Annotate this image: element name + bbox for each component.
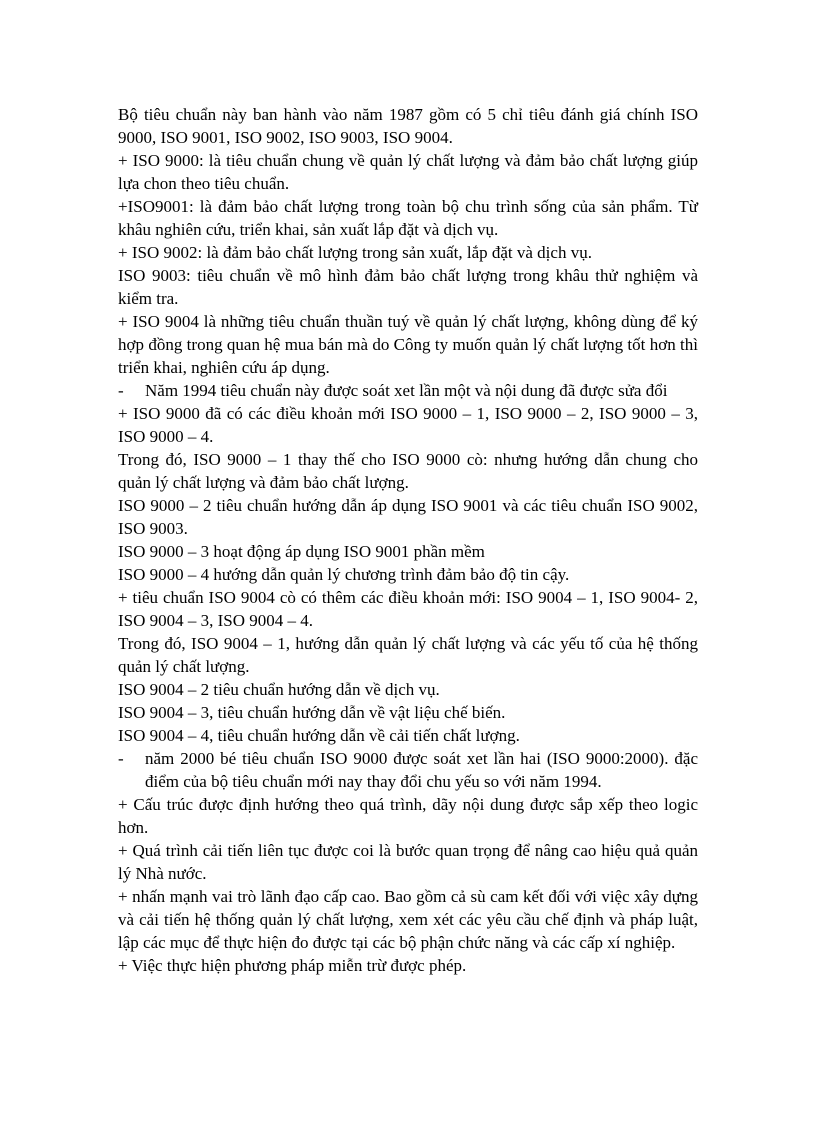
paragraph: ISO 9004 – 2 tiêu chuẩn hướng dẫn về dịch vụ. [118,680,440,699]
paragraph: ISO 9004 – 3, tiêu chuẩn hướng dẫn về vật liệu chế biến. [118,703,506,722]
document-page [118,103,698,977]
paragraph: + Quá trình cải tiến liên tục được coi là bước quan trọng để nâng cao hiệu quả quản lý Nhà nước. [118,841,698,883]
bullet-text: năm 2000 bé tiêu chuẩn ISO 9000 được soát xet lần hai (ISO 9000:2000). đặc điểm của bộ tiêu chuẩn mới nay thay đổi chu yếu so với năm 1994. [145,749,698,791]
paragraph: ISO 9000 – 3 hoạt động áp dụng ISO 9001 phần mềm [118,542,485,561]
paragraph: + ISO 9004 là những tiêu chuẩn thuần tuý về quản lý chất lượng, không dùng để ký hợp đồng trong quan hệ mua bán mà do Công ty muốn quản lý chất lượng tốt hơn thì triển khai, nghiên cứu áp dụng. [118,312,698,377]
paragraph: Trong đó, ISO 9000 – 1 thay thế cho ISO 9000 cò: nhưng hướng dẫn chung cho quản lý chất lượng và đảm bảo chất lượng. [118,450,698,492]
paragraph: + nhấn mạnh vai trò lãnh đạo cấp cao. Bao gồm cả sù cam kết đối với việc xây dựng và cải tiến hệ thống quản lý chất lượng, xem xét các yêu cầu chế định và pháp luật, lập các mục để thực hiện đo được tại các bộ phận chức năng và các cấp xí nghiệp. [118,887,698,952]
bullet-item [118,747,698,793]
paragraph: ISO 9000 – 2 tiêu chuẩn hướng dẫn áp dụng ISO 9001 và các tiêu chuẩn ISO 9002, ISO 9003. [118,496,698,538]
paragraph: + Cấu trúc được định hướng theo quá trình, dãy nội dung được sắp xếp theo logic hơn. [118,795,698,837]
paragraph: + tiêu chuẩn ISO 9004 cò có thêm các điều khoản mới: ISO 9004 – 1, ISO 9004- 2, ISO 9004 – 3, ISO 9004 – 4. [118,588,698,630]
paragraph: ISO 9000 – 4 hướng dẫn quản lý chương trình đảm bảo độ tin cậy. [118,565,570,584]
bullet-item [118,379,698,402]
paragraph: + ISO 9002: là đảm bảo chất lượng trong sản xuất, lắp đặt và dịch vụ. [118,243,592,262]
paragraph: ISO 9004 – 4, tiêu chuẩn hướng dẫn về cải tiến chất lượng. [118,726,520,745]
paragraph: + ISO 9000 đã có các điều khoản mới ISO 9000 – 1, ISO 9000 – 2, ISO 9000 – 3, ISO 9000 – 4. [118,404,698,446]
paragraph: Trong đó, ISO 9004 – 1, hướng dẫn quản lý chất lượng và các yếu tố của hệ thống quản lý chất lượng. [118,634,698,676]
paragraph: +ISO9001: là đảm bảo chất lượng trong toàn bộ chu trình sống của sản phẩm. Từ khâu nghiên cứu, triển khai, sản xuất lắp đặt và dịch vụ. [118,197,698,239]
paragraph: + Việc thực hiện phương pháp miễn trừ được phép. [118,956,467,975]
paragraph: Bộ tiêu chuẩn này ban hành vào năm 1987 gồm có 5 chỉ tiêu đánh giá chính ISO 9000, ISO 9001, ISO 9002, ISO 9003, ISO 9004. [118,105,698,147]
paragraph: ISO 9003: tiêu chuẩn về mô hình đảm bảo chất lượng trong khâu thử nghiệm và kiểm tra. [118,266,698,308]
bullet-marker: - [118,749,124,768]
bullet-marker: - [118,381,124,400]
bullet-text: Năm 1994 tiêu chuẩn này được soát xet lần một và nội dung đã được sửa đổi [145,381,668,400]
paragraph: + ISO 9000: là tiêu chuẩn chung về quản lý chất lượng và đảm bảo chất lượng giúp lựa chon theo tiêu chuẩn. [118,151,698,193]
